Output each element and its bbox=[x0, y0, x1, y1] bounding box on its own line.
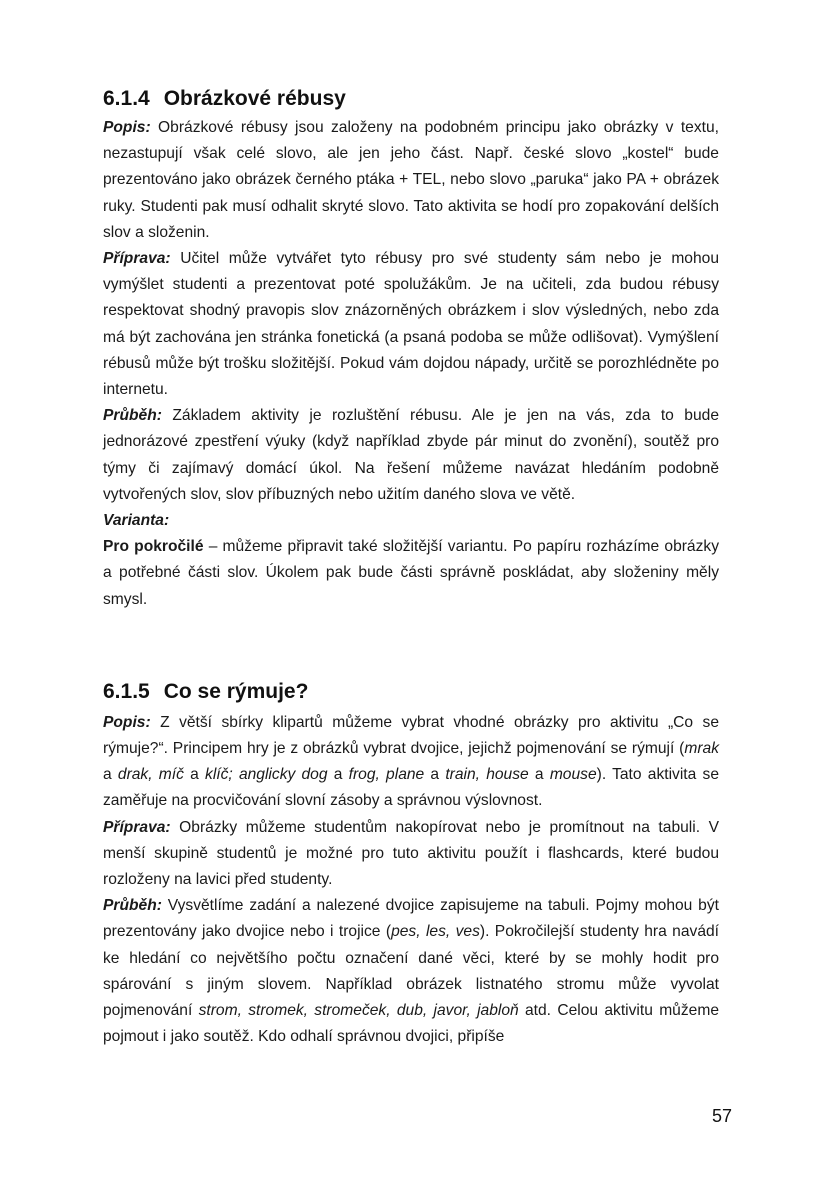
text-varianta: můžeme připravit také složitější variantu. Po papíru rozházíme obrázky a potřebné části slov. Úkolem pak bude části správně poskládat, aby složeniny měly smysl. bbox=[103, 538, 719, 608]
paragraph-priprava bbox=[103, 246, 719, 403]
conjunction: a bbox=[183, 766, 206, 784]
label-priprava: Příprava: bbox=[103, 250, 171, 268]
text-popis-part: ). Tato aktivita se zaměřuje na procvičování slovní zásoby a správnou výslovnost. bbox=[103, 766, 719, 810]
example-words: strom, stromek, stromeček, dub, javor, jabloň bbox=[198, 1002, 519, 1020]
conjunction: a bbox=[528, 766, 550, 784]
example-word: drak, míč bbox=[117, 766, 184, 784]
page-number: 57 bbox=[712, 1106, 733, 1126]
label-popis: Popis: bbox=[103, 713, 151, 731]
example-word: mouse bbox=[549, 766, 597, 784]
paragraph-priprava-2 bbox=[103, 815, 719, 894]
label-prubeh: Průběh: bbox=[103, 407, 162, 425]
section-title: Obrázkové rébusy bbox=[163, 87, 346, 110]
paragraph-varianta-label bbox=[103, 508, 719, 534]
text-priprava: Učitel může vytvářet tyto rébusy pro své studenty sám nebo je mohou vymýšlet studenti a prezentovat poté spolužákům. Je na učiteli, zda budou rébusy respektovat shodný pravopis slov znázorněných obrázkem i slov výsledných, nebo zda má být zachována jen stránka fonetická (a psaná podoba se může odlišovat). Vymýšlení rébusů může být trošku složitější. Pokud vám dojdou nápady, určitě se porozhlédněte po internetu. bbox=[103, 250, 719, 399]
label-priprava: Příprava: bbox=[103, 818, 171, 836]
paragraph-popis-2 bbox=[103, 710, 719, 815]
label-popis: Popis: bbox=[103, 119, 151, 136]
section-title: Co se rýmuje? bbox=[163, 679, 309, 703]
conjunction: a bbox=[103, 766, 118, 784]
section-number: 6.1.5 bbox=[103, 679, 150, 703]
label-pro-pokrocile: Pro pokročilé bbox=[103, 538, 204, 556]
dash: – bbox=[203, 538, 223, 556]
label-varianta: Varianta: bbox=[103, 512, 170, 530]
label-prubeh: Průběh: bbox=[103, 897, 162, 915]
example-word: klíč; anglicky dog bbox=[205, 766, 328, 784]
example-word: mrak bbox=[684, 740, 719, 758]
section-number: 6.1.4 bbox=[103, 87, 150, 110]
conjunction: a bbox=[424, 766, 446, 784]
paragraph-varianta bbox=[103, 534, 719, 613]
text-prubeh-part: Vysvětlíme zadání a nalezené dvojice zapisujeme na tabuli. Pojmy mohou být prezentovány jako dvojice nebo i trojice ( bbox=[103, 897, 719, 941]
text-prubeh-part: ). Pokročilejší studenty hra navádí ke hledání co největšího počtu označení dané věci, které by se mohly hodit pro spárování s jiným slovem. Například obrázek listnatého stromu může vyvolat pojmenování bbox=[103, 923, 720, 1020]
example-word: train, house bbox=[445, 766, 529, 784]
page-content bbox=[103, 84, 719, 1051]
text-priprava: Obrázky můžeme studentům nakopírovat nebo je promítnout na tabuli. V menší skupině studentů je možné pro tuto aktivitu použít i flashcards, které budou rozloženy na lavici před studenty. bbox=[103, 818, 719, 889]
paragraph-prubeh bbox=[103, 403, 719, 508]
text-popis: Obrázkové rébusy jsou založeny na podobném principu jako obrázky v textu, nezastupují však celé slovo, ale jen jeho část. Např. české slovo „kostel“ bude prezentováno jako obrázek černého ptáka + TEL, nebo slovo „paruka“ jako PA + obrázek ruky. Studenti pak musí odhalit skryté slovo. Tato aktivita se hodí pro zopakování delších slov a složenin. bbox=[103, 119, 719, 241]
text-prubeh: Základem aktivity je rozluštění rébusu. Ale je jen na vás, zda to bude jednorázové zpestření výuky (když například zbyde pár minut do zvonění), soutěž pro týmy či zajímavý domácí úkol. Na řešení můžeme navázat hledáním podobně vytvořených slov, slov příbuzných nebo užitím daného slova ve větě. bbox=[103, 407, 719, 503]
text-popis-part: Z větší sbírky klipartů můžeme vybrat vhodné obrázky pro aktivitu „Co se rýmuje?“. Principem hry je z obrázků vybrat dvojice, jejichž pojmenování se rýmují ( bbox=[103, 713, 719, 758]
section-heading-6-1-4 bbox=[103, 84, 719, 114]
example-word: frog, plane bbox=[348, 766, 425, 784]
example-words: pes, les, ves bbox=[391, 923, 480, 941]
paragraph-prubeh-2 bbox=[103, 893, 719, 1050]
conjunction: a bbox=[327, 766, 349, 784]
section-heading-6-1-5 bbox=[103, 677, 719, 707]
paragraph-popis bbox=[103, 115, 719, 246]
text-prubeh-part: atd. Celou aktivitu můžeme pojmout i jako soutěž. Kdo odhalí správnou dvojici, připíše bbox=[103, 1002, 719, 1046]
